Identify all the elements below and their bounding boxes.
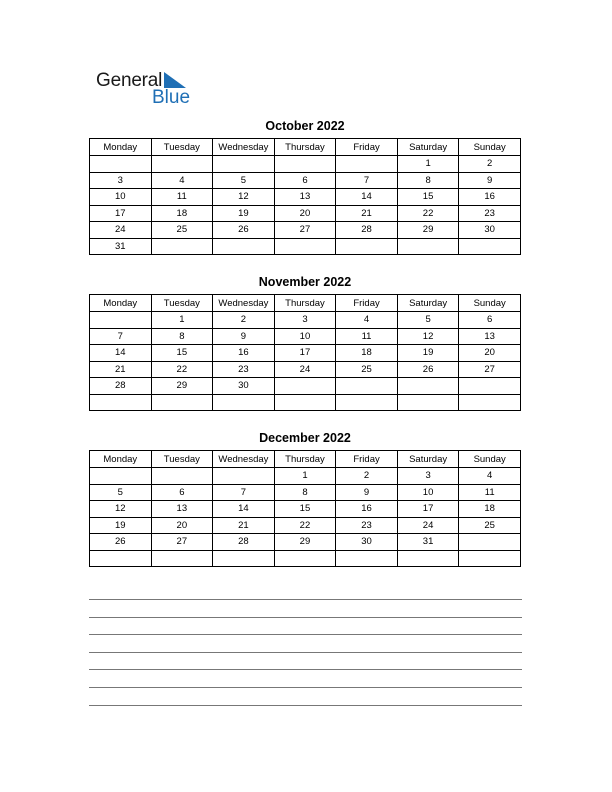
day-cell: 13 bbox=[274, 189, 336, 206]
day-cell: 22 bbox=[274, 517, 336, 534]
brand-triangle-icon bbox=[164, 72, 186, 88]
month-title: December 2022 bbox=[259, 431, 351, 445]
day-cell: 16 bbox=[459, 189, 521, 206]
weekday-header: Friday bbox=[336, 139, 398, 156]
week-row bbox=[90, 501, 521, 518]
day-cell: 15 bbox=[274, 501, 336, 518]
day-cell: 28 bbox=[90, 378, 152, 395]
weekday-header: Friday bbox=[336, 451, 398, 468]
day-cell: 18 bbox=[151, 205, 213, 222]
day-cell: 7 bbox=[213, 484, 275, 501]
week-row bbox=[90, 550, 521, 567]
day-cell: 28 bbox=[213, 534, 275, 551]
day-cell: 8 bbox=[274, 484, 336, 501]
day-cell: 12 bbox=[397, 328, 459, 345]
day-cell bbox=[151, 550, 213, 567]
day-cell bbox=[213, 394, 275, 411]
day-cell bbox=[90, 468, 152, 485]
day-cell: 14 bbox=[336, 189, 398, 206]
week-row bbox=[90, 156, 521, 173]
note-line bbox=[89, 599, 522, 600]
day-cell: 16 bbox=[336, 501, 398, 518]
day-cell bbox=[274, 238, 336, 255]
day-cell: 17 bbox=[90, 205, 152, 222]
note-line bbox=[89, 687, 522, 688]
day-cell: 20 bbox=[151, 517, 213, 534]
day-cell: 6 bbox=[459, 312, 521, 329]
day-cell bbox=[213, 468, 275, 485]
day-cell: 9 bbox=[459, 172, 521, 189]
day-cell bbox=[151, 468, 213, 485]
day-cell: 22 bbox=[397, 205, 459, 222]
day-cell: 4 bbox=[336, 312, 398, 329]
day-cell: 20 bbox=[459, 345, 521, 362]
day-cell: 20 bbox=[274, 205, 336, 222]
day-cell bbox=[397, 550, 459, 567]
day-cell: 5 bbox=[213, 172, 275, 189]
week-row bbox=[90, 328, 521, 345]
day-cell: 2 bbox=[213, 312, 275, 329]
day-cell bbox=[213, 550, 275, 567]
weekday-header: Thursday bbox=[274, 295, 336, 312]
day-cell: 11 bbox=[459, 484, 521, 501]
day-cell bbox=[90, 156, 152, 173]
day-cell: 26 bbox=[397, 361, 459, 378]
weekday-header: Monday bbox=[90, 451, 152, 468]
note-line bbox=[89, 705, 522, 706]
day-cell: 21 bbox=[336, 205, 398, 222]
calendar-october bbox=[89, 118, 521, 255]
day-cell: 15 bbox=[397, 189, 459, 206]
day-cell: 10 bbox=[397, 484, 459, 501]
day-cell: 9 bbox=[213, 328, 275, 345]
day-cell: 17 bbox=[274, 345, 336, 362]
day-cell bbox=[336, 550, 398, 567]
day-cell: 10 bbox=[90, 189, 152, 206]
weekday-header: Tuesday bbox=[151, 295, 213, 312]
week-row bbox=[90, 238, 521, 255]
week-row bbox=[90, 312, 521, 329]
day-cell: 13 bbox=[459, 328, 521, 345]
day-cell: 27 bbox=[274, 222, 336, 239]
day-cell bbox=[274, 378, 336, 395]
day-cell: 24 bbox=[397, 517, 459, 534]
day-cell: 23 bbox=[213, 361, 275, 378]
day-cell: 13 bbox=[151, 501, 213, 518]
week-row bbox=[90, 205, 521, 222]
day-cell: 19 bbox=[213, 205, 275, 222]
day-cell bbox=[90, 394, 152, 411]
day-cell: 1 bbox=[274, 468, 336, 485]
note-line bbox=[89, 634, 522, 635]
day-cell bbox=[459, 378, 521, 395]
day-cell: 2 bbox=[459, 156, 521, 173]
day-cell: 10 bbox=[274, 328, 336, 345]
day-cell bbox=[459, 238, 521, 255]
weekday-header: Tuesday bbox=[151, 451, 213, 468]
day-cell: 3 bbox=[397, 468, 459, 485]
day-cell: 27 bbox=[459, 361, 521, 378]
day-cell bbox=[459, 550, 521, 567]
day-cell: 30 bbox=[459, 222, 521, 239]
day-cell: 6 bbox=[274, 172, 336, 189]
note-line bbox=[89, 669, 522, 670]
day-cell bbox=[397, 378, 459, 395]
day-cell bbox=[397, 394, 459, 411]
day-cell bbox=[274, 394, 336, 411]
weekday-header: Tuesday bbox=[151, 139, 213, 156]
day-cell bbox=[336, 394, 398, 411]
day-cell: 7 bbox=[90, 328, 152, 345]
brand-word-blue: Blue bbox=[152, 87, 191, 108]
day-cell: 2 bbox=[336, 468, 398, 485]
day-cell: 3 bbox=[90, 172, 152, 189]
weekday-header: Saturday bbox=[397, 295, 459, 312]
day-cell: 28 bbox=[336, 222, 398, 239]
day-cell: 23 bbox=[459, 205, 521, 222]
weekday-header: Sunday bbox=[459, 295, 521, 312]
day-cell bbox=[397, 238, 459, 255]
day-cell: 5 bbox=[90, 484, 152, 501]
day-cell: 18 bbox=[459, 501, 521, 518]
day-cell: 31 bbox=[90, 238, 152, 255]
weekday-header: Saturday bbox=[397, 451, 459, 468]
day-cell: 4 bbox=[459, 468, 521, 485]
month-title: October 2022 bbox=[265, 119, 345, 133]
day-cell: 19 bbox=[397, 345, 459, 362]
day-cell: 6 bbox=[151, 484, 213, 501]
day-cell: 24 bbox=[274, 361, 336, 378]
weekday-header: Monday bbox=[90, 139, 152, 156]
day-cell bbox=[90, 312, 152, 329]
day-cell: 29 bbox=[397, 222, 459, 239]
day-cell: 8 bbox=[151, 328, 213, 345]
calendar-november bbox=[89, 274, 521, 411]
day-cell: 23 bbox=[336, 517, 398, 534]
day-cell bbox=[336, 238, 398, 255]
day-cell: 25 bbox=[459, 517, 521, 534]
day-cell: 1 bbox=[151, 312, 213, 329]
day-cell: 18 bbox=[336, 345, 398, 362]
weekday-header: Thursday bbox=[274, 139, 336, 156]
day-cell: 27 bbox=[151, 534, 213, 551]
day-cell bbox=[459, 394, 521, 411]
weekday-header: Sunday bbox=[459, 139, 521, 156]
day-cell bbox=[151, 238, 213, 255]
day-cell: 3 bbox=[274, 312, 336, 329]
note-line bbox=[89, 652, 522, 653]
day-cell: 7 bbox=[336, 172, 398, 189]
day-cell bbox=[274, 156, 336, 173]
day-cell: 12 bbox=[90, 501, 152, 518]
day-cell: 14 bbox=[90, 345, 152, 362]
day-cell bbox=[213, 238, 275, 255]
day-cell: 21 bbox=[90, 361, 152, 378]
week-row bbox=[90, 378, 521, 395]
month-grid bbox=[89, 450, 521, 567]
day-cell: 30 bbox=[213, 378, 275, 395]
week-row bbox=[90, 189, 521, 206]
day-cell: 30 bbox=[336, 534, 398, 551]
day-cell: 9 bbox=[336, 484, 398, 501]
week-row bbox=[90, 394, 521, 411]
month-grid bbox=[89, 294, 521, 411]
day-cell: 29 bbox=[274, 534, 336, 551]
weekday-header-row bbox=[90, 139, 521, 156]
day-cell bbox=[336, 378, 398, 395]
day-cell: 29 bbox=[151, 378, 213, 395]
day-cell bbox=[459, 534, 521, 551]
month-title: November 2022 bbox=[258, 275, 352, 289]
day-cell: 31 bbox=[397, 534, 459, 551]
weekday-header: Wednesday bbox=[213, 451, 275, 468]
day-cell bbox=[151, 156, 213, 173]
weekday-header: Saturday bbox=[397, 139, 459, 156]
brand-logo bbox=[96, 70, 206, 110]
weekday-header: Friday bbox=[336, 295, 398, 312]
notes-lines bbox=[89, 599, 522, 722]
day-cell: 19 bbox=[90, 517, 152, 534]
week-row bbox=[90, 534, 521, 551]
day-cell: 1 bbox=[397, 156, 459, 173]
weekday-header: Wednesday bbox=[213, 139, 275, 156]
day-cell: 22 bbox=[151, 361, 213, 378]
day-cell: 26 bbox=[90, 534, 152, 551]
day-cell bbox=[90, 550, 152, 567]
day-cell: 17 bbox=[397, 501, 459, 518]
week-row bbox=[90, 345, 521, 362]
day-cell: 11 bbox=[151, 189, 213, 206]
weekday-header: Wednesday bbox=[213, 295, 275, 312]
note-line bbox=[89, 617, 522, 618]
day-cell: 14 bbox=[213, 501, 275, 518]
week-row bbox=[90, 468, 521, 485]
day-cell bbox=[336, 156, 398, 173]
day-cell bbox=[213, 156, 275, 173]
brand-word-general: General bbox=[96, 70, 163, 91]
day-cell: 26 bbox=[213, 222, 275, 239]
week-row bbox=[90, 361, 521, 378]
day-cell: 11 bbox=[336, 328, 398, 345]
day-cell: 21 bbox=[213, 517, 275, 534]
week-row bbox=[90, 517, 521, 534]
day-cell: 24 bbox=[90, 222, 152, 239]
weekday-header-row bbox=[90, 451, 521, 468]
day-cell: 4 bbox=[151, 172, 213, 189]
day-cell: 15 bbox=[151, 345, 213, 362]
day-cell: 16 bbox=[213, 345, 275, 362]
day-cell bbox=[274, 550, 336, 567]
day-cell bbox=[151, 394, 213, 411]
weekday-header: Thursday bbox=[274, 451, 336, 468]
weekday-header: Sunday bbox=[459, 451, 521, 468]
month-grid bbox=[89, 138, 521, 255]
week-row bbox=[90, 222, 521, 239]
calendar-december bbox=[89, 430, 521, 567]
week-row bbox=[90, 484, 521, 501]
day-cell: 8 bbox=[397, 172, 459, 189]
day-cell: 25 bbox=[151, 222, 213, 239]
day-cell: 12 bbox=[213, 189, 275, 206]
week-row bbox=[90, 172, 521, 189]
day-cell: 25 bbox=[336, 361, 398, 378]
weekday-header: Monday bbox=[90, 295, 152, 312]
weekday-header-row bbox=[90, 295, 521, 312]
day-cell: 5 bbox=[397, 312, 459, 329]
